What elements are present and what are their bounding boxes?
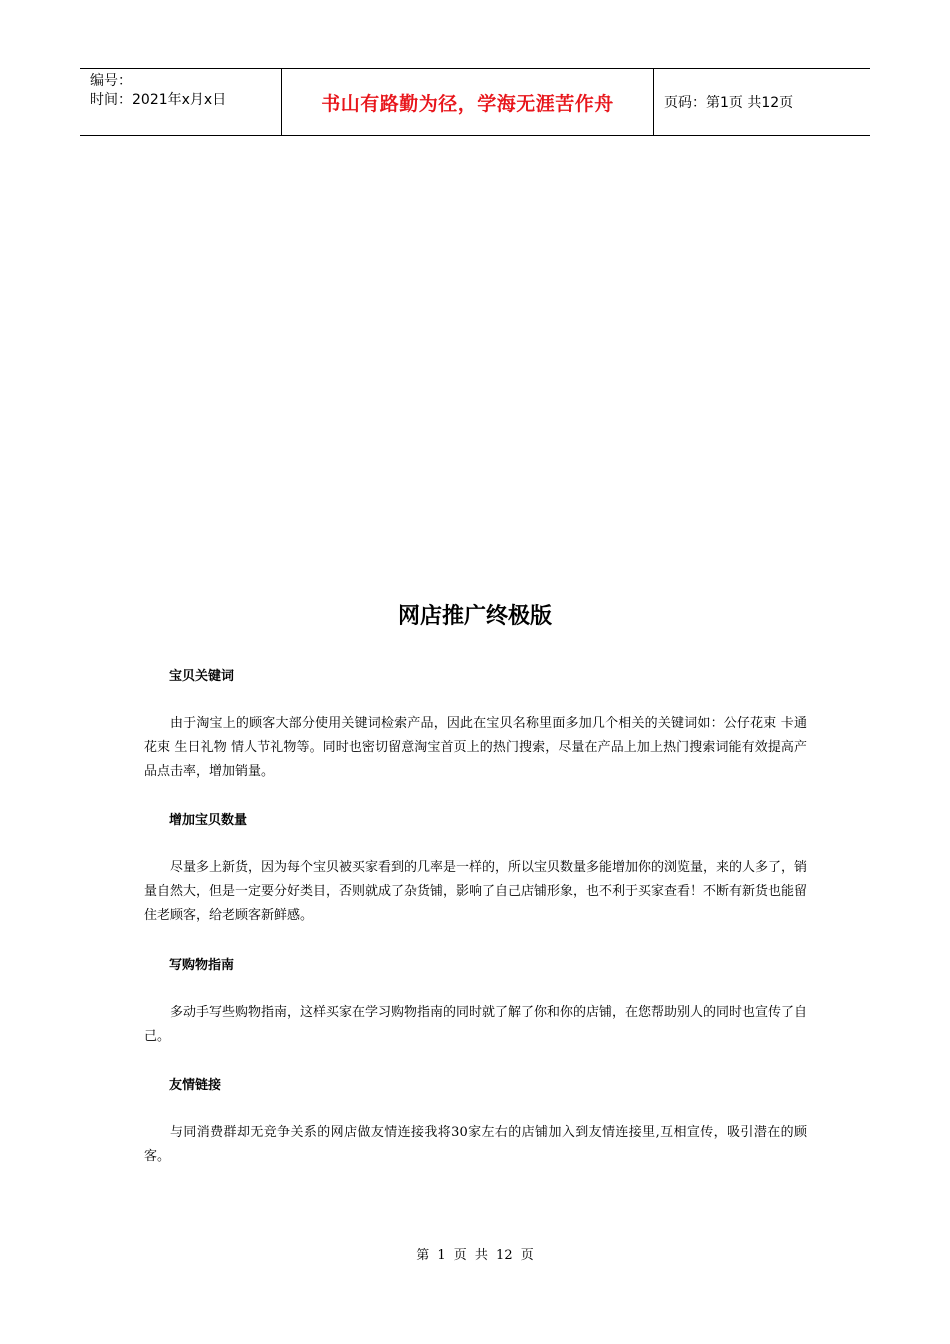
time-label: 时间：2021年x月x日 <box>90 92 227 108</box>
section-body: 尽量多上新货，因为每个宝贝被买家看到的几率是一样的，所以宝贝数量多能增加你的浏览量，来的人多了，销量自然大，但是一定要分好类目，否则就成了杂货铺，影响了自己店铺形象，也不利于买家查看！不断有新货也能留住老顾客，给老顾客新鲜感。 <box>144 860 808 923</box>
number-label: 编号： <box>90 73 132 89</box>
section-heading: 友情链接 <box>169 1078 222 1093</box>
section-body: 多动手写些购物指南，这样买家在学习购物指南的同时就了解了你和你的店铺，在您帮助别人的同时也宣传了自己。 <box>144 1005 808 1044</box>
motto-cell <box>281 69 654 135</box>
section-heading: 宝贝关键词 <box>169 669 235 684</box>
section-body: 与同消费群却无竞争关系的网店做友情连接我将30家左右的店铺加入到友情连接里,互相宣传，吸引潜在的顾客。 <box>144 1125 807 1164</box>
motto-text: 书山有路勤为径，学海无涯苦作舟 <box>321 92 614 115</box>
page-footer: 第 1 页 共 12 页 <box>416 1248 534 1263</box>
section-heading: 写购物指南 <box>169 958 235 973</box>
header-table <box>80 68 870 136</box>
document-title: 网店推广终极版 <box>397 604 552 629</box>
page-info-text: 页码：第1页 共12页 <box>664 95 794 111</box>
header-meta-cell <box>80 69 281 135</box>
section-heading: 增加宝贝数量 <box>169 813 248 828</box>
section-body: 由于淘宝上的顾客大部分使用关键词检索产品，因此在宝贝名称里面多加几个相关的关键词如：公仔花束 卡通花束 生日礼物 情人节礼物等。同时也密切留意淘宝首页上的热门搜索，尽量在产品上加上热门搜索词能有效提高产品点击率，增加销量。 <box>144 716 807 779</box>
page-info-cell <box>654 69 870 135</box>
